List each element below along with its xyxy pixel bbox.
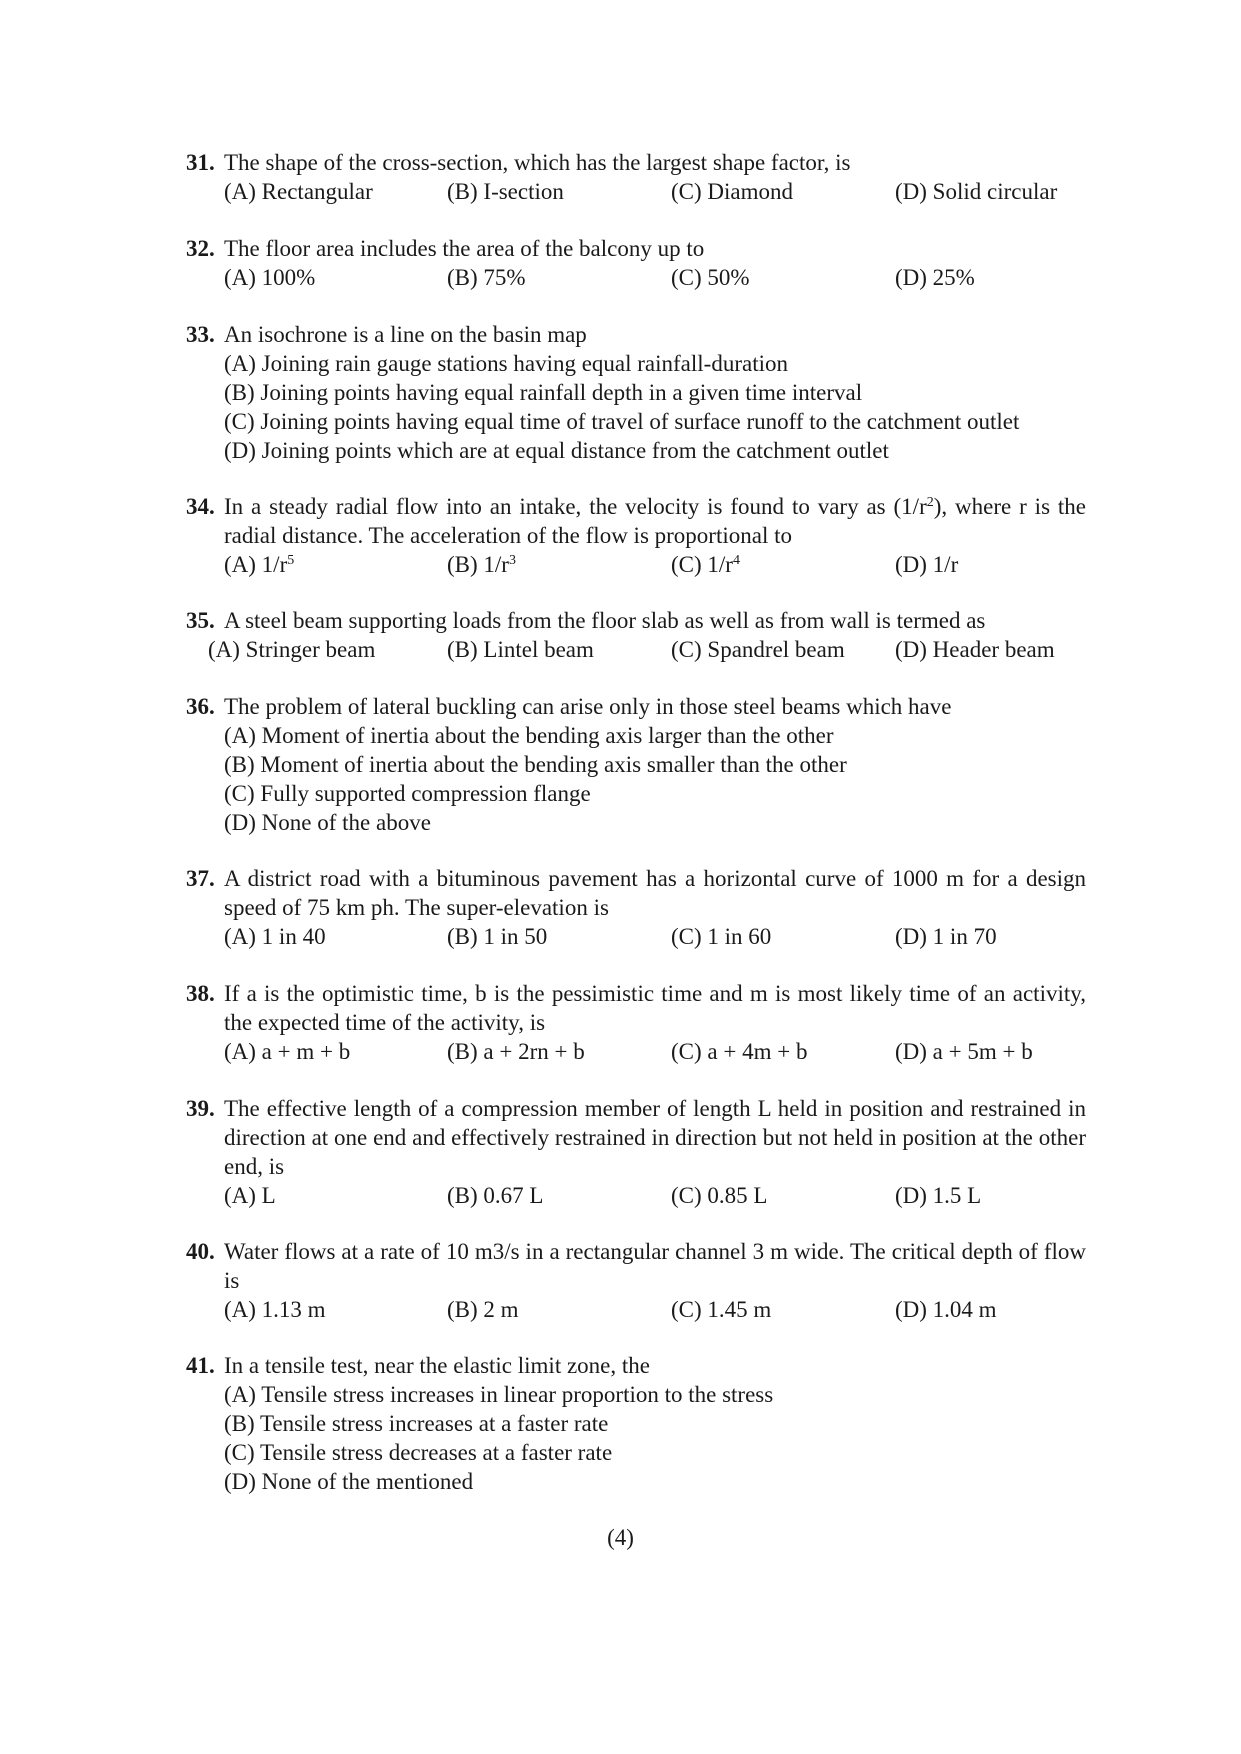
question-number: 35.: [186, 608, 215, 633]
question-text: The shape of the cross-section, which has the largest shape factor, is: [224, 150, 851, 175]
option-a: (A) Moment of inertia about the bending axis larger than the other: [224, 723, 834, 748]
option-a: (A) Tensile stress increases in linear proportion to the stress: [224, 1382, 774, 1407]
option-c: (C) 1 in 60: [671, 924, 772, 949]
option-a: (A) Rectangular: [224, 179, 373, 204]
option-c: (C) Fully supported compression flange: [224, 781, 591, 806]
question-number: 40.: [186, 1239, 215, 1264]
question-text: The problem of lateral buckling can arise only in those steel beams which have: [224, 694, 952, 719]
question-number: 31.: [186, 150, 215, 175]
question-stem: [186, 1351, 1086, 1380]
options-row: [186, 177, 1086, 206]
option-a: (A) 1.13 m: [224, 1297, 326, 1322]
question-stem: [186, 148, 1086, 177]
option-d: (D) Header beam: [895, 637, 1055, 662]
question-number: 38.: [186, 981, 215, 1006]
option-d: (D) Solid circular: [895, 179, 1058, 204]
option-b: (B) Lintel beam: [447, 637, 594, 662]
option-d: (D) a + 5m + b: [895, 1039, 1033, 1064]
option-c: (C) a + 4m + b: [671, 1039, 808, 1064]
question-stem: [186, 692, 1086, 721]
stem-part: In a steady radial flow into an intake, the velocity is found to vary as (1/r: [224, 494, 927, 519]
option-a: (A) a + m + b: [224, 1039, 351, 1064]
option-b: (B) a + 2rn + b: [447, 1039, 585, 1064]
question-number: 34.: [186, 494, 215, 519]
option-b: (B) 75%: [447, 265, 526, 290]
option-b: (B) 2 m: [447, 1297, 519, 1322]
options-row: [186, 1181, 1086, 1210]
superscript: 2: [926, 495, 934, 510]
question-32: [186, 234, 1086, 292]
question-34: [186, 492, 1086, 579]
option-c: [671, 550, 740, 579]
option-base: (A) 1/r: [224, 552, 288, 577]
superscript: 4: [732, 553, 740, 568]
question-39: [186, 1094, 1086, 1210]
option-a: (A) L: [224, 1183, 276, 1208]
option-d: (D) 25%: [895, 265, 975, 290]
question-stem: [186, 979, 1086, 1037]
option-d: (D) 1 in 70: [895, 924, 997, 949]
option-c: (C) Tensile stress decreases at a faster rate: [224, 1440, 613, 1465]
question-text: Water flows at a rate of 10 m3/s in a rectangular channel 3 m wide. The critical depth of flow is: [224, 1239, 1086, 1293]
option-a: (A) 1 in 40: [224, 924, 326, 949]
option-c: (C) 0.85 L: [671, 1183, 768, 1208]
option-b: (B) Moment of inertia about the bending axis smaller than the other: [224, 752, 847, 777]
option-b: (B) Joining points having equal rainfall depth in a given time interval: [224, 380, 863, 405]
question-36: [186, 692, 1086, 837]
question-number: 37.: [186, 866, 215, 891]
page-number: (4): [607, 1525, 634, 1550]
question-number: 41.: [186, 1353, 215, 1378]
option-c: (C) Diamond: [671, 179, 794, 204]
option-d: [895, 550, 958, 579]
option-b: (B) Tensile stress increases at a faster rate: [224, 1411, 609, 1436]
options-row: [186, 1295, 1086, 1324]
option-c: (C) 50%: [671, 265, 750, 290]
options-row: [186, 1037, 1086, 1066]
question-text: An isochrone is a line on the basin map: [224, 322, 587, 347]
question-stem: [186, 320, 1086, 349]
option-a: (A) 100%: [224, 265, 316, 290]
option-base: (B) 1/r: [447, 552, 509, 577]
question-stem: [186, 606, 1086, 635]
option-a: (A) Stringer beam: [208, 637, 376, 662]
option-d: (D) None of the mentioned: [224, 1469, 474, 1494]
option-b: (B) I-section: [447, 179, 564, 204]
option-a: [224, 550, 294, 579]
question-number: 32.: [186, 236, 215, 261]
option-b: (B) 0.67 L: [447, 1183, 544, 1208]
superscript: 3: [508, 553, 516, 568]
question-text: A steel beam supporting loads from the floor slab as well as from wall is termed as: [224, 608, 986, 633]
option-c: (C) 1.45 m: [671, 1297, 772, 1322]
question-35: [186, 606, 1086, 664]
question-text: The effective length of a compression member of length L held in position and restrained in direction at one end and effectively restrained in direction but not held in position at the other end, is: [224, 1096, 1086, 1179]
option-d: (D) 1.5 L: [895, 1183, 982, 1208]
question-stem: [186, 1237, 1086, 1295]
option-c: (C) Spandrel beam: [671, 637, 845, 662]
question-31: [186, 148, 1086, 206]
question-number: 39.: [186, 1096, 215, 1121]
options-row: [186, 635, 1086, 664]
question-number: 33.: [186, 322, 215, 347]
option-d: (D) None of the above: [224, 810, 431, 835]
option-d: (D) Joining points which are at equal distance from the catchment outlet: [224, 438, 889, 463]
question-33: [186, 320, 1086, 465]
option-base: (C) 1/r: [671, 552, 733, 577]
stem-part: ), where r is the radial distance. The acceleration of the flow is proportional to: [224, 494, 1087, 548]
question-text: If a is the optimistic time, b is the pessimistic time and m is most likely time of an activity, the expected time of the activity, is: [224, 981, 1086, 1035]
option-a: (A) Joining rain gauge stations having equal rainfall-duration: [224, 351, 788, 376]
question-stem: [186, 1094, 1086, 1181]
question-text: A district road with a bituminous pavement has a horizontal curve of 1000 m for a design speed of 75 km ph. The super-elevation is: [224, 866, 1086, 920]
options-row: [186, 550, 1086, 579]
question-text: [224, 492, 1086, 550]
question-stem: [186, 492, 1086, 550]
option-b: [447, 550, 516, 579]
options-row: [186, 922, 1086, 951]
question-stem: [186, 234, 1086, 263]
question-38: [186, 979, 1086, 1066]
question-41: [186, 1351, 1086, 1496]
options-list: [186, 1380, 1086, 1496]
option-b: (B) 1 in 50: [447, 924, 548, 949]
options-list: [186, 349, 1086, 465]
question-text: In a tensile test, near the elastic limit zone, the: [224, 1353, 650, 1378]
question-text: The floor area includes the area of the balcony up to: [224, 236, 705, 261]
options-list: [186, 721, 1086, 837]
superscript: 5: [287, 553, 295, 568]
option-d: (D) 1.04 m: [895, 1297, 997, 1322]
options-row: [186, 263, 1086, 292]
option-base: (D) 1/r: [895, 552, 959, 577]
question-number: 36.: [186, 694, 215, 719]
question-stem: [186, 864, 1086, 922]
question-37: [186, 864, 1086, 951]
option-c: (C) Joining points having equal time of travel of surface runoff to the catchment outlet: [224, 409, 1020, 434]
question-40: [186, 1237, 1086, 1324]
